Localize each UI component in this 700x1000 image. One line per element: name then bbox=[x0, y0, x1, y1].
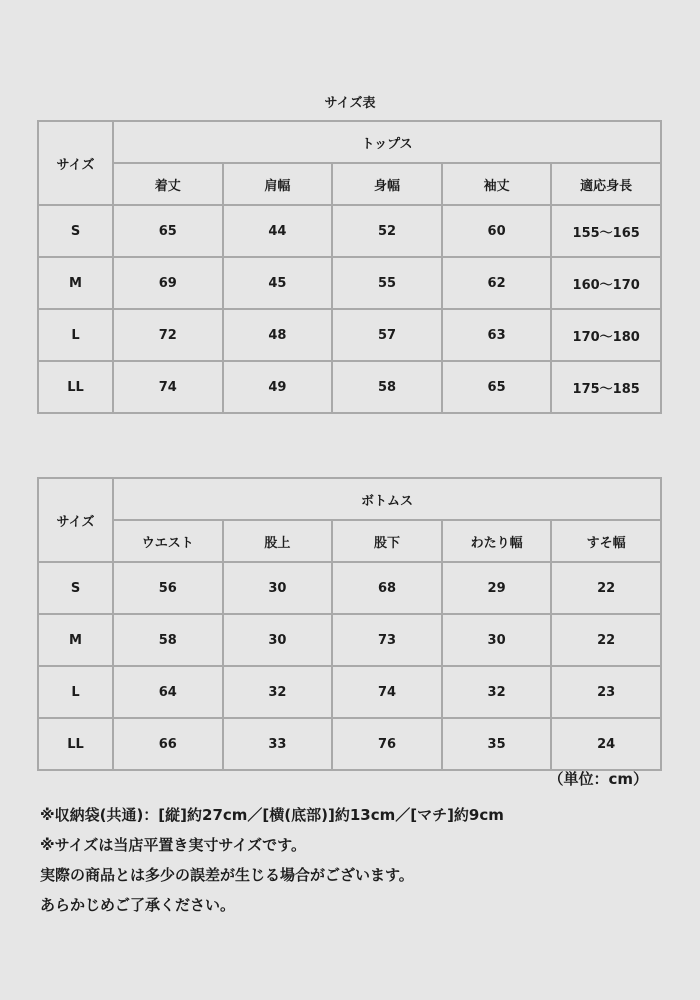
value-cell: 175～185 bbox=[551, 361, 661, 413]
size-cell: S bbox=[38, 205, 113, 257]
bottoms-column-headers bbox=[38, 520, 661, 562]
column-header: 股上 bbox=[223, 520, 333, 562]
value-cell: 52 bbox=[332, 205, 442, 257]
size-cell: L bbox=[38, 309, 113, 361]
table-row bbox=[38, 614, 661, 666]
value-cell: 63 bbox=[442, 309, 552, 361]
size-header: サイズ bbox=[38, 478, 113, 562]
table-row bbox=[38, 718, 661, 770]
size-cell: LL bbox=[38, 718, 113, 770]
size-cell: M bbox=[38, 257, 113, 309]
column-header: 着丈 bbox=[113, 163, 223, 205]
tops-size-table bbox=[37, 120, 662, 414]
column-header: 股下 bbox=[332, 520, 442, 562]
value-cell: 56 bbox=[113, 562, 223, 614]
column-header: 身幅 bbox=[332, 163, 442, 205]
value-cell: 23 bbox=[551, 666, 661, 718]
table-row bbox=[38, 257, 661, 309]
column-header: わたり幅 bbox=[442, 520, 552, 562]
value-cell: 30 bbox=[442, 614, 552, 666]
value-cell: 73 bbox=[332, 614, 442, 666]
value-cell: 29 bbox=[442, 562, 552, 614]
value-cell: 32 bbox=[442, 666, 552, 718]
page-title: サイズ表 bbox=[324, 96, 376, 111]
value-cell: 24 bbox=[551, 718, 661, 770]
note-line: あらかじめご了承ください。 bbox=[40, 896, 236, 914]
value-cell: 155～165 bbox=[551, 205, 661, 257]
value-cell: 64 bbox=[113, 666, 223, 718]
value-cell: 74 bbox=[113, 361, 223, 413]
value-cell: 66 bbox=[113, 718, 223, 770]
table-row bbox=[38, 205, 661, 257]
size-cell: LL bbox=[38, 361, 113, 413]
value-cell: 69 bbox=[113, 257, 223, 309]
bottoms-group-header: ボトムス bbox=[113, 478, 661, 520]
tops-group-header: トップス bbox=[113, 121, 661, 163]
value-cell: 30 bbox=[223, 614, 333, 666]
column-header: 適応身長 bbox=[551, 163, 661, 205]
column-header: 肩幅 bbox=[223, 163, 333, 205]
table-row bbox=[38, 361, 661, 413]
value-cell: 170～180 bbox=[551, 309, 661, 361]
size-cell: S bbox=[38, 562, 113, 614]
note-line: ※サイズは当店平置き実寸サイズです。 bbox=[40, 836, 306, 854]
value-cell: 55 bbox=[332, 257, 442, 309]
notes bbox=[40, 800, 660, 920]
value-cell: 76 bbox=[332, 718, 442, 770]
value-cell: 35 bbox=[442, 718, 552, 770]
value-cell: 48 bbox=[223, 309, 333, 361]
value-cell: 45 bbox=[223, 257, 333, 309]
value-cell: 60 bbox=[442, 205, 552, 257]
column-header: 袖丈 bbox=[442, 163, 552, 205]
value-cell: 58 bbox=[332, 361, 442, 413]
value-cell: 72 bbox=[113, 309, 223, 361]
note-line: ※収納袋(共通)：[縦]約27cm／[横(底部)]約13cm／[マチ]約9cm bbox=[40, 806, 504, 824]
value-cell: 58 bbox=[113, 614, 223, 666]
table-row bbox=[38, 562, 661, 614]
value-cell: 65 bbox=[113, 205, 223, 257]
value-cell: 30 bbox=[223, 562, 333, 614]
tops-column-headers bbox=[38, 163, 661, 205]
value-cell: 33 bbox=[223, 718, 333, 770]
value-cell: 57 bbox=[332, 309, 442, 361]
unit-note: （単位：cm） bbox=[548, 770, 648, 788]
value-cell: 44 bbox=[223, 205, 333, 257]
value-cell: 22 bbox=[551, 562, 661, 614]
column-header: ウエスト bbox=[113, 520, 223, 562]
value-cell: 74 bbox=[332, 666, 442, 718]
value-cell: 49 bbox=[223, 361, 333, 413]
value-cell: 160～170 bbox=[551, 257, 661, 309]
bottoms-size-table bbox=[37, 477, 662, 771]
table-row bbox=[38, 309, 661, 361]
value-cell: 22 bbox=[551, 614, 661, 666]
value-cell: 62 bbox=[442, 257, 552, 309]
size-header: サイズ bbox=[38, 121, 113, 205]
size-cell: M bbox=[38, 614, 113, 666]
size-cell: L bbox=[38, 666, 113, 718]
column-header: すそ幅 bbox=[551, 520, 661, 562]
table-row bbox=[38, 666, 661, 718]
value-cell: 32 bbox=[223, 666, 333, 718]
value-cell: 65 bbox=[442, 361, 552, 413]
value-cell: 68 bbox=[332, 562, 442, 614]
note-line: 実際の商品とは多少の誤差が生じる場合がございます。 bbox=[40, 866, 414, 884]
